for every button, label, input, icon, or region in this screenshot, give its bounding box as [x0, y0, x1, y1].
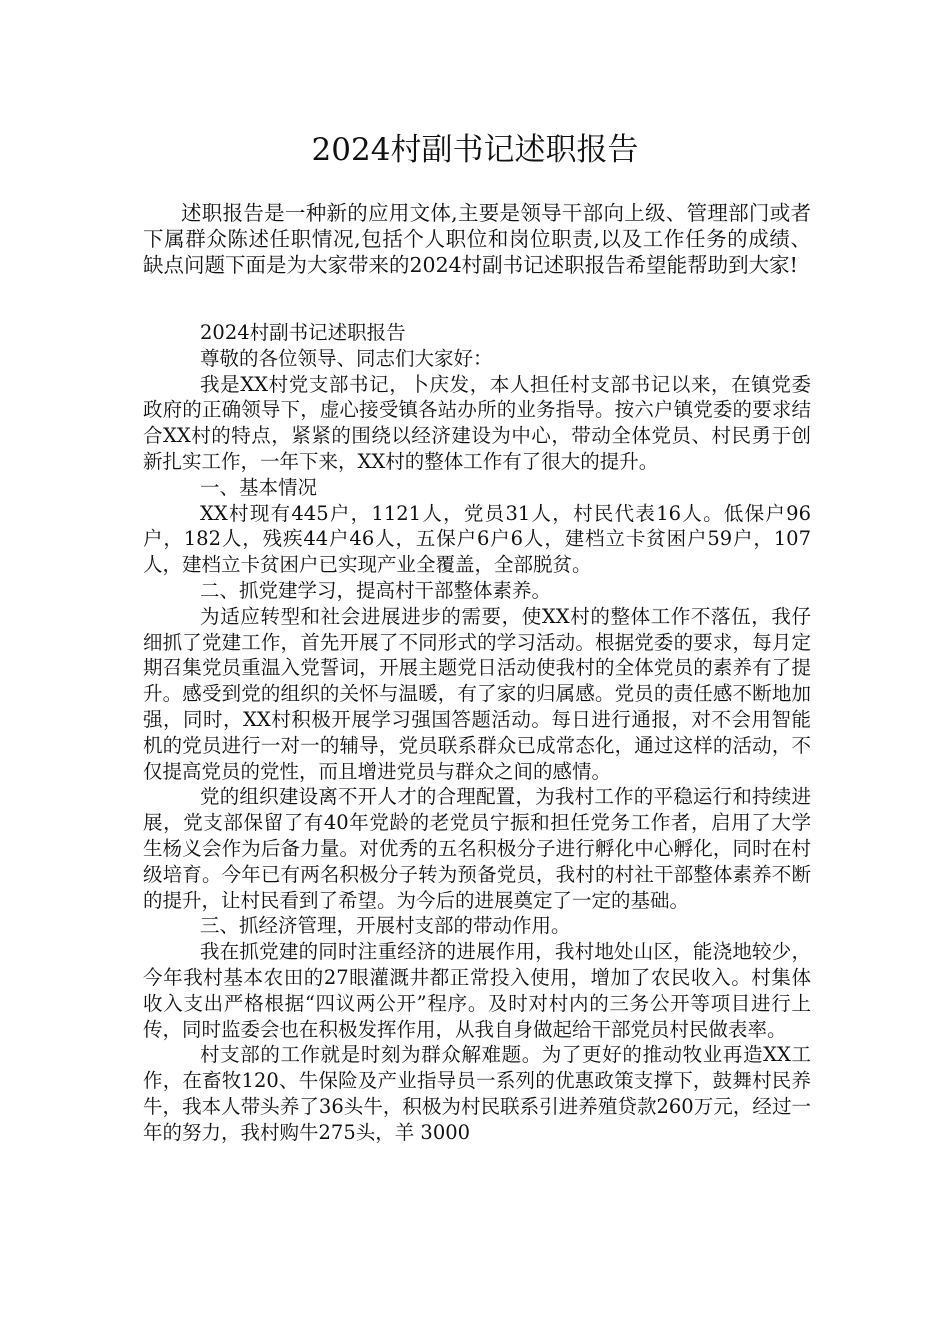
- body-paragraph: 村支部的工作就是时刻为群众解难题。为了更好的推动牧业再造XX工作，在畜牧120、牛保险及产业指导员一系列的优惠政策支撑下，鼓舞村民养牛，我本人带头养了36头牛，积极为村民联系引进养殖贷款260万元，经过一年的努力，我村购牛275头，羊 3000: [143, 1043, 811, 1144]
- body-paragraph: 党的组织建设离不开人才的合理配置，为我村工作的平稳运行和持续进展，党支部保留了有40年党龄的老党员宁振和担任党务工作者，启用了大学生杨义会作为后备力量。对优秀的五名积极分子进行孵化中心孵化，同时在村级培育。今年已有两名积极分子转为预备党员，我村的村社干部整体素养不断的提升，让村民看到了希望。为今后的进展奠定了一定的基础。: [143, 785, 811, 912]
- salutation: 尊敬的各位领导、同志们大家好：: [200, 346, 493, 370]
- section-heading: 三、抓经济管理，开展村支部的带动作用。: [200, 914, 571, 938]
- section-heading: 二、抓党建学习，提高村干部整体素养。: [200, 578, 552, 602]
- intro-paragraph: 述职报告是一种新的应用文体,主要是领导干部向上级、管理部门或者下属群众陈述任职情况,包括个人职位和岗位职责,以及工作任务的成绩、缺点问题下面是为大家带来的2024村副书记述职报告希望能帮助到大家!: [143, 201, 811, 277]
- body-paragraph: 为适应转型和社会进展进步的需要，使XX村的整体工作不落伍，我仔细抓了党建工作，首先开展了不同形式的学习活动。根据党委的要求，每月定期召集党员重温入党誓词，开展主题党日活动使我村的全体党员的素养有了提升。感受到党的组织的关怀与温暖，有了家的归属感。党员的责任感不断地加强，同时，XX村积极开展学习强国答题活动。每日进行通报，对不会用智能机的党员进行一对一的辅导，党员联系群众已成常态化，通过这样的活动，不仅提高党员的党性，而且增进党员与群众之间的感情。: [143, 604, 811, 783]
- body-paragraph: XX村现有445户，1121人，党员31人，村民代表16人。低保户96户，182人，残疾44户46人，五保户6户6人，建档立卡贫困户59户，107人，建档立卡贫困户已实现产业全覆盖，全部脱贫。: [143, 501, 811, 577]
- body-paragraph: 我是XX村党支部书记，卜庆发，本人担任村支部书记以来，在镇党委政府的正确领导下，虚心接受镇各站办所的业务指导。按六户镇党委的要求结合XX村的特点，紧紧的围绕以经济建设为中心，带动全体党员、村民勇于创新扎实工作，一年下来，XX村的整体工作有了很大的提升。: [143, 372, 811, 473]
- body-paragraph: 我在抓党建的同时注重经济的进展作用，我村地处山区，能浇地较少，今年我村基本农田的27眼灌溉井都正常投入使用，增加了农民收入。村集体收入支出严格根据“四议两公开”程序。及时对村内的三务公开等项目进行上传，同时监委会也在积极发挥作用，从我自身做起给干部党员村民做表率。: [143, 940, 811, 1041]
- report-body: [143, 320, 811, 1146]
- document-title: 2024村副书记述职报告: [311, 132, 639, 168]
- report-heading: 2024村副书记述职报告: [200, 321, 406, 344]
- section-heading: 一、基本情况: [200, 475, 318, 499]
